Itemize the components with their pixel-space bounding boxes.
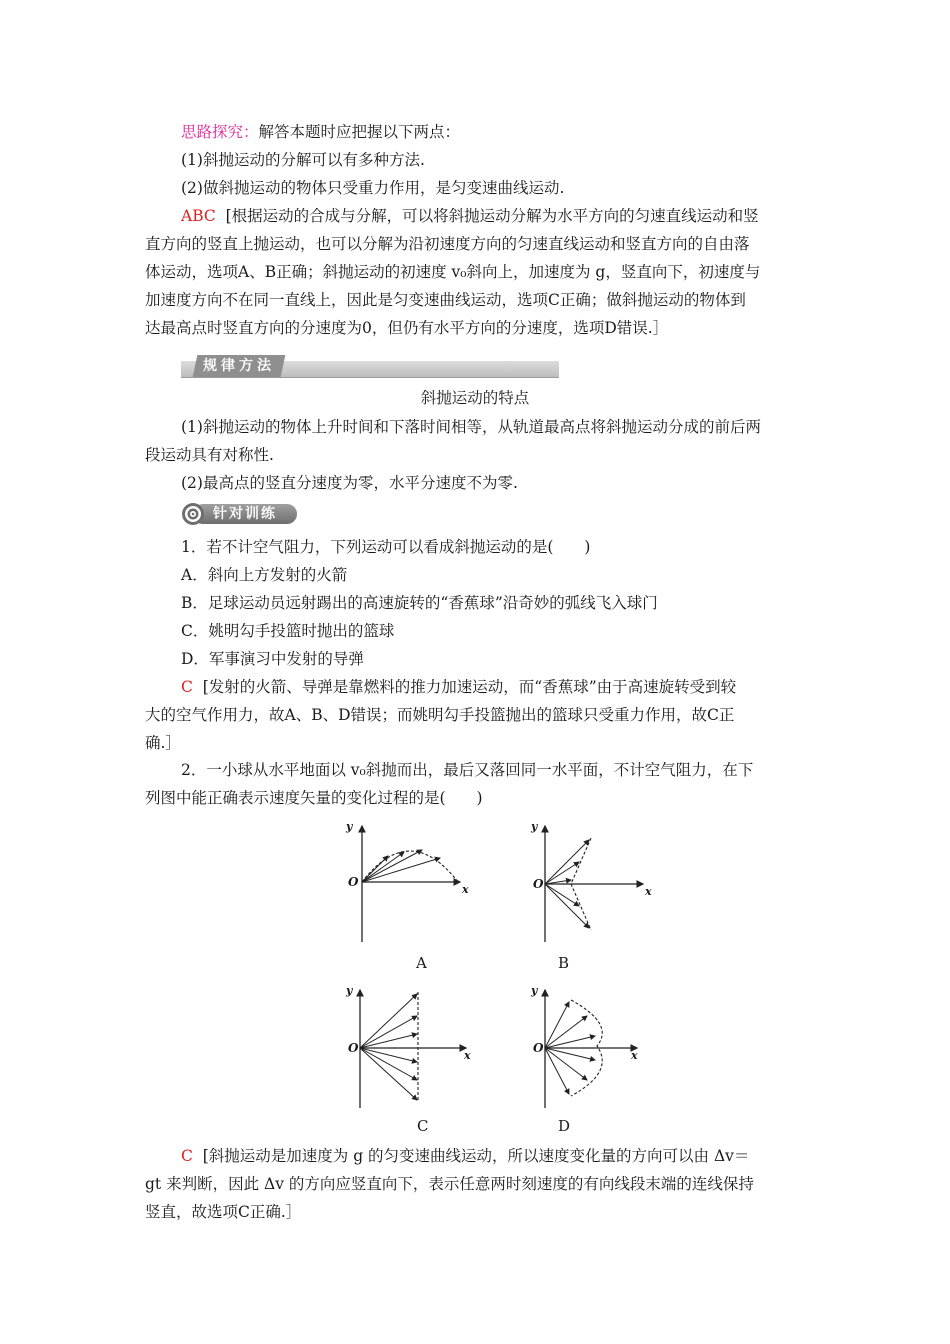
method-title: 斜抛运动的特点 xyxy=(420,389,530,407)
method-banner-tag: 规律方法 xyxy=(193,355,286,377)
velocity-vector xyxy=(362,852,404,882)
analysis-explanation-line-1: ABC [根据运动的合成与分解，可以将斜抛运动分解为水平方向的匀速直线运动和竖 xyxy=(181,207,759,225)
q1-explanation-line-2: 大的空气作用力，故A、B、D错误；而姚明勾手投篮抛出的篮球只受重力作用，故C正 xyxy=(145,706,735,724)
q1-answer: C xyxy=(181,678,193,696)
y-axis-label: y xyxy=(346,820,353,833)
origin-label: O xyxy=(533,1041,544,1055)
figure-b-label: B xyxy=(558,954,570,972)
q2-answer: C xyxy=(181,1147,193,1165)
y-axis-label: y xyxy=(531,984,538,997)
analysis-answer: ABC xyxy=(181,207,216,225)
method-point-1b: 段运动具有对称性. xyxy=(145,446,274,464)
figure-d xyxy=(525,984,665,1135)
velocity-vector xyxy=(545,1048,569,1094)
origin-label: O xyxy=(533,877,544,891)
q1-option-d: D．军事演习中发射的导弹 xyxy=(181,650,364,668)
figure-d-label: D xyxy=(558,1117,571,1135)
figure-b xyxy=(525,820,665,972)
analysis-title: 思路探究： xyxy=(181,123,259,141)
analysis-explanation-line-3: 体运动，选项A、B正确；斜抛运动的初速度 v₀斜向上，加速度为 g，竖直向下，初速度与 xyxy=(145,263,761,281)
analysis-line xyxy=(181,122,460,142)
q2-explanation-line-1: C [斜抛运动是加速度为 g 的匀变速曲线运动，所以速度变化量的方向可以由 Δv＝ xyxy=(181,1147,750,1165)
analysis-point-2: (2)做斜抛运动的物体只受重力作用，是匀变速曲线运动. xyxy=(181,179,565,197)
velocity-vector xyxy=(360,1048,417,1080)
velocity-vector xyxy=(545,862,579,884)
velocity-vector xyxy=(360,1034,417,1048)
figure-a-label: A xyxy=(416,954,427,972)
q2-explanation-line-3: 竖直，故选项C正确.］ xyxy=(145,1203,302,1221)
q1-explanation-line-1: C [发射的火箭、导弹是靠燃料的推力加速运动，而“香蕉球”由于高速旋转受到较 xyxy=(181,678,737,696)
x-axis-label: x xyxy=(631,1049,638,1062)
figure-b-graph xyxy=(525,820,665,950)
figure-a xyxy=(340,820,480,972)
velocity-vector xyxy=(360,1048,417,1100)
q1-stem: 1．若不计空气阻力，下列运动可以看成斜抛运动的是( ) xyxy=(181,538,591,556)
figure-c-label: C xyxy=(417,1117,429,1135)
analysis-explanation-line-4: 加速度方向不在同一直线上，因此是匀变速曲线运动，选项C正确；做斜抛运动的物体到 xyxy=(145,291,746,309)
velocity-vector xyxy=(545,884,589,928)
analysis-point-1: (1)斜抛运动的分解可以有多种方法. xyxy=(181,151,425,169)
q2-explanation-line-2: gt 来判断，因此 Δv 的方向应竖直向下，表示任意两时刻速度的有向线段末端的连线保持 xyxy=(145,1175,754,1193)
method-point-1a: (1)斜抛运动的物体上升时间和下落时间相等，从轨道最高点将斜抛运动分成的前后两 xyxy=(181,418,761,436)
y-axis-label: y xyxy=(346,984,353,997)
velocity-vector xyxy=(545,1002,569,1048)
figure-a-graph xyxy=(340,820,480,950)
x-axis-label: x xyxy=(645,885,652,898)
analysis-explanation-line-5: 达最高点时竖直方向的分速度为0，但仍有水平方向的分速度，选项D错误.］ xyxy=(145,319,669,337)
target-icon xyxy=(181,502,205,526)
method-point-2: (2)最高点的竖直分速度为零，水平分速度不为零. xyxy=(181,474,518,492)
method-banner xyxy=(181,355,559,381)
training-banner xyxy=(181,502,299,526)
q1-option-a: A．斜向上方发射的火箭 xyxy=(181,566,348,584)
figure-c-graph xyxy=(340,984,480,1114)
velocity-vector xyxy=(545,884,579,906)
velocity-vector xyxy=(545,840,589,884)
y-axis-label: y xyxy=(531,820,538,833)
q2-stem-line-2: 列图中能正确表示速度矢量的变化过程的是( ) xyxy=(145,789,483,807)
analysis-explanation-line-2: 直方向的竖直上抛运动，也可以分解为沿初速度方向的匀速直线运动和竖直方向的自由落 xyxy=(145,235,750,253)
q1-option-c: C．姚明勾手投篮时抛出的篮球 xyxy=(181,622,395,640)
analysis-intro: 解答本题时应把握以下两点： xyxy=(258,123,461,141)
q2-stem-line-1: 2．一小球从水平地面以 v₀斜抛而出，最后又落回同一水平面，不计空气阻力，在下 xyxy=(181,761,754,779)
x-axis-label: x xyxy=(464,1049,471,1062)
figure-c xyxy=(340,984,480,1135)
origin-label: O xyxy=(348,1041,359,1055)
x-axis-label: x xyxy=(462,883,469,896)
velocity-vector xyxy=(360,1048,417,1062)
training-banner-label: 针对训练 xyxy=(193,504,297,524)
q1-option-b: B．足球运动员远射踢出的高速旋转的“香蕉球”沿奇妙的弧线飞入球门 xyxy=(181,594,658,612)
origin-label: O xyxy=(348,875,359,889)
figure-d-graph xyxy=(525,984,665,1114)
q1-explanation-line-3: 确.］ xyxy=(145,734,181,752)
